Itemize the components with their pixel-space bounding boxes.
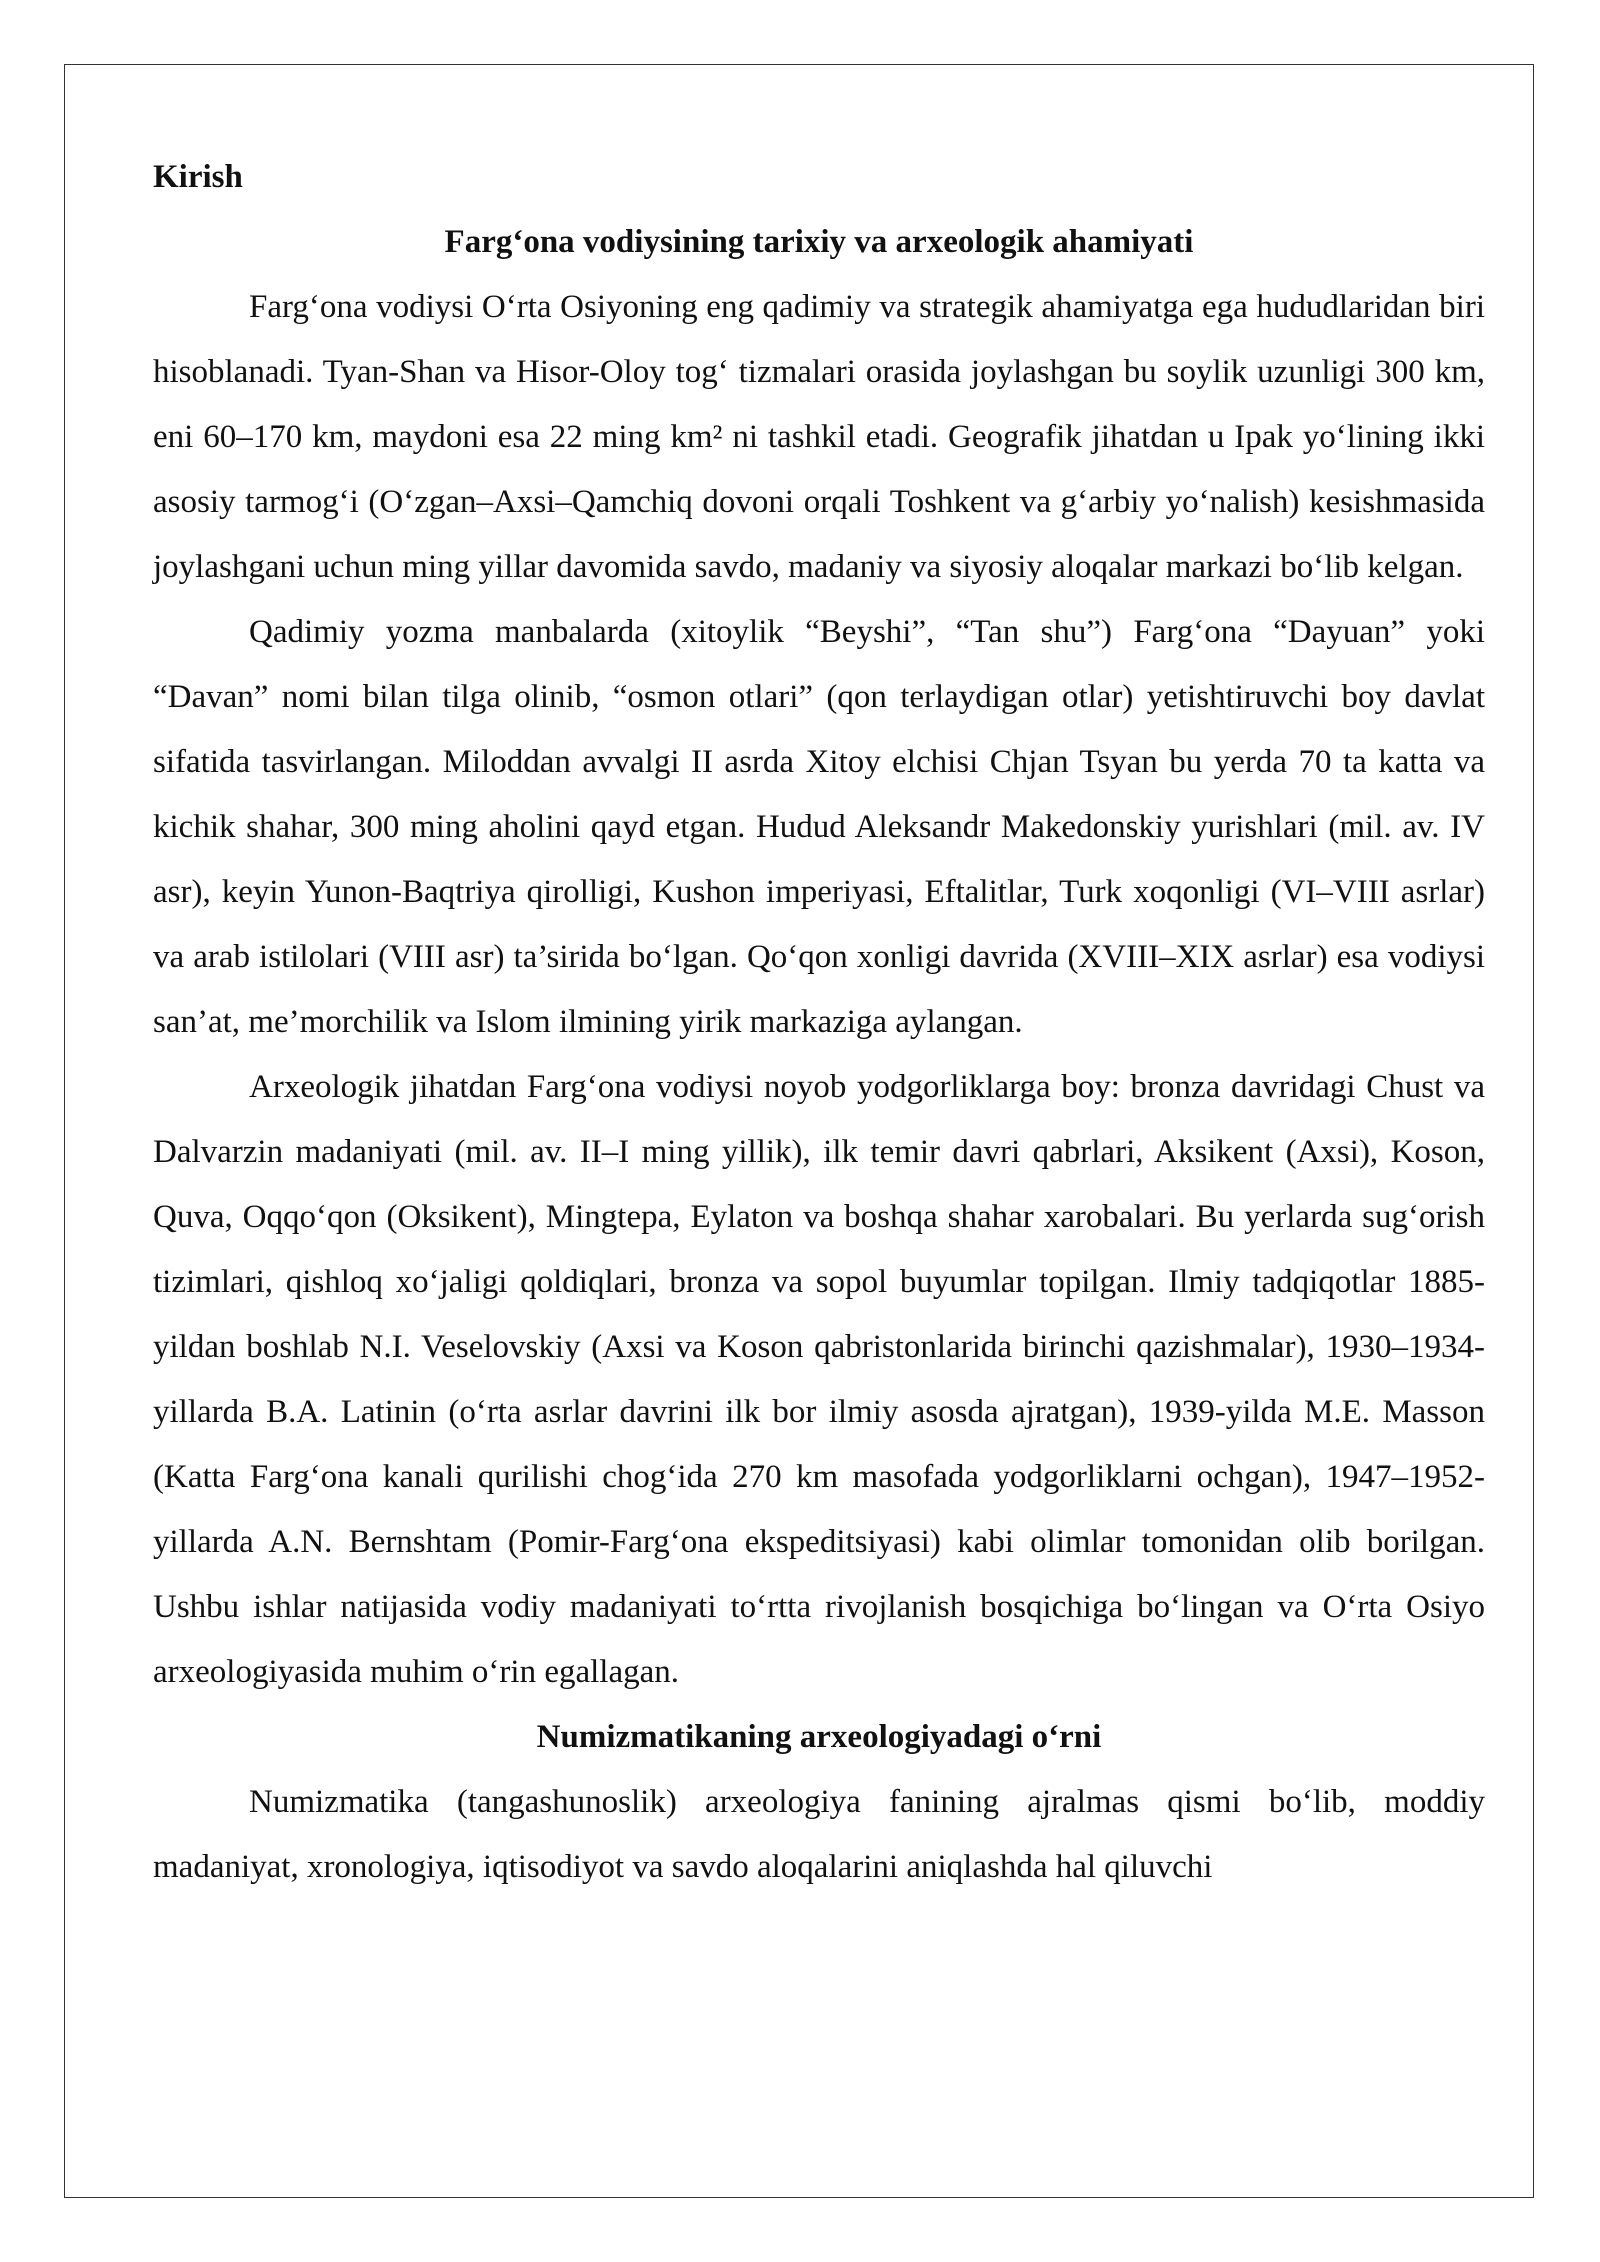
- paragraph: Numizmatika (tangashunoslik) arxeologiya fanining ajralmas qismi bo‘lib, moddiy madaniyat, xronologiya, iqtisodiyot va savdo aloqalarini aniqlashda hal qiluvchi: [153, 1784, 1485, 1885]
- document-body: [153, 145, 1485, 1900]
- section-title-history: Farg‘ona vodiysining tarixiy va arxeologik ahamiyati: [444, 224, 1194, 260]
- paragraph: Farg‘ona vodiysi O‘rta Osiyoning eng qadimiy va strategik ahamiyatga ega hududlaridan biri hisoblanadi. Tyan-Shan va Hisor-Oloy tog‘ tizmalari orasida joylashgan bu soylik uzunligi 300 km, eni 60–170 km, maydoni esa 22 ming km² ni tashkil etadi. Geografik jihatdan u Ipak yo‘lining ikki asosiy tarmog‘i (O‘zgan–Axsi–Qamchiq dovoni orqali Toshkent va g‘arbiy yo‘nalish) kesishmasida joylashgani uchun ming yillar davomida savdo, madaniy va siyosiy aloqalar markazi bo‘lib kelgan.: [153, 289, 1485, 585]
- section-title-numismatics: Numizmatikaning arxeologiyadagi o‘rni: [536, 1719, 1102, 1755]
- intro-heading: Kirish: [153, 159, 243, 195]
- paragraph: Arxeologik jihatdan Farg‘ona vodiysi noyob yodgorliklarga boy: bronza davridagi Chust va Dalvarzin madaniyati (mil. av. II–I ming yillik), ilk temir davri qabrlari, Aksikent (Axsi), Koson, Quva, Oqqo‘qon (Oksikent), Mingtepa, Eylaton va boshqa shahar xarobalari. Bu yerlarda sug‘orish tizimlari, qishloq xo‘jaligi qoldiqlari, bronza va sopol buyumlar topilgan. Ilmiy tadqiqotlar 1885-yildan boshlab N.I. Veselovskiy (Axsi va Koson qabristonlarida birinchi qazishmalar), 1930–1934-yillarda B.A. Latinin (o‘rta asrlar davrini ilk bor ilmiy asosda ajratgan), 1939-yilda M.E. Masson (Katta Farg‘ona kanali qurilishi chog‘ida 270 km masofada yodgorliklarni ochgan), 1947–1952-yillarda A.N. Bernshtam (Pomir-Farg‘ona ekspeditsiyasi) kabi olimlar tomonidan olib borilgan. Ushbu ishlar natijasida vodiy madaniyati to‘rtta rivojlanish bosqichiga bo‘lingan va O‘rta Osiyo arxeologiyasida muhim o‘rin egallagan.: [153, 1069, 1485, 1690]
- paragraph: Qadimiy yozma manbalarda (xitoylik “Beyshi”, “Tan shu”) Farg‘ona “Dayuan” yoki “Davan” nomi bilan tilga olinib, “osmon otlari” (qon terlaydigan otlar) yetishtiruvchi boy davlat sifatida tasvirlangan. Miloddan avvalgi II asrda Xitoy elchisi Chjan Tsyan bu yerda 70 ta katta va kichik shahar, 300 ming aholini qayd etgan. Hudud Aleksandr Makedonskiy yurishlari (mil. av. IV asr), keyin Yunon-Baqtriya qirolligi, Kushon imperiyasi, Eftalitlar, Turk xoqonligi (VI–VIII asrlar) va arab istilolari (VIII asr) ta’sirida bo‘lgan. Qo‘qon xonligi davrida (XVIII–XIX asrlar) esa vodiysi san’at, me’morchilik va Islom ilmining yirik markaziga aylangan.: [153, 614, 1485, 1040]
